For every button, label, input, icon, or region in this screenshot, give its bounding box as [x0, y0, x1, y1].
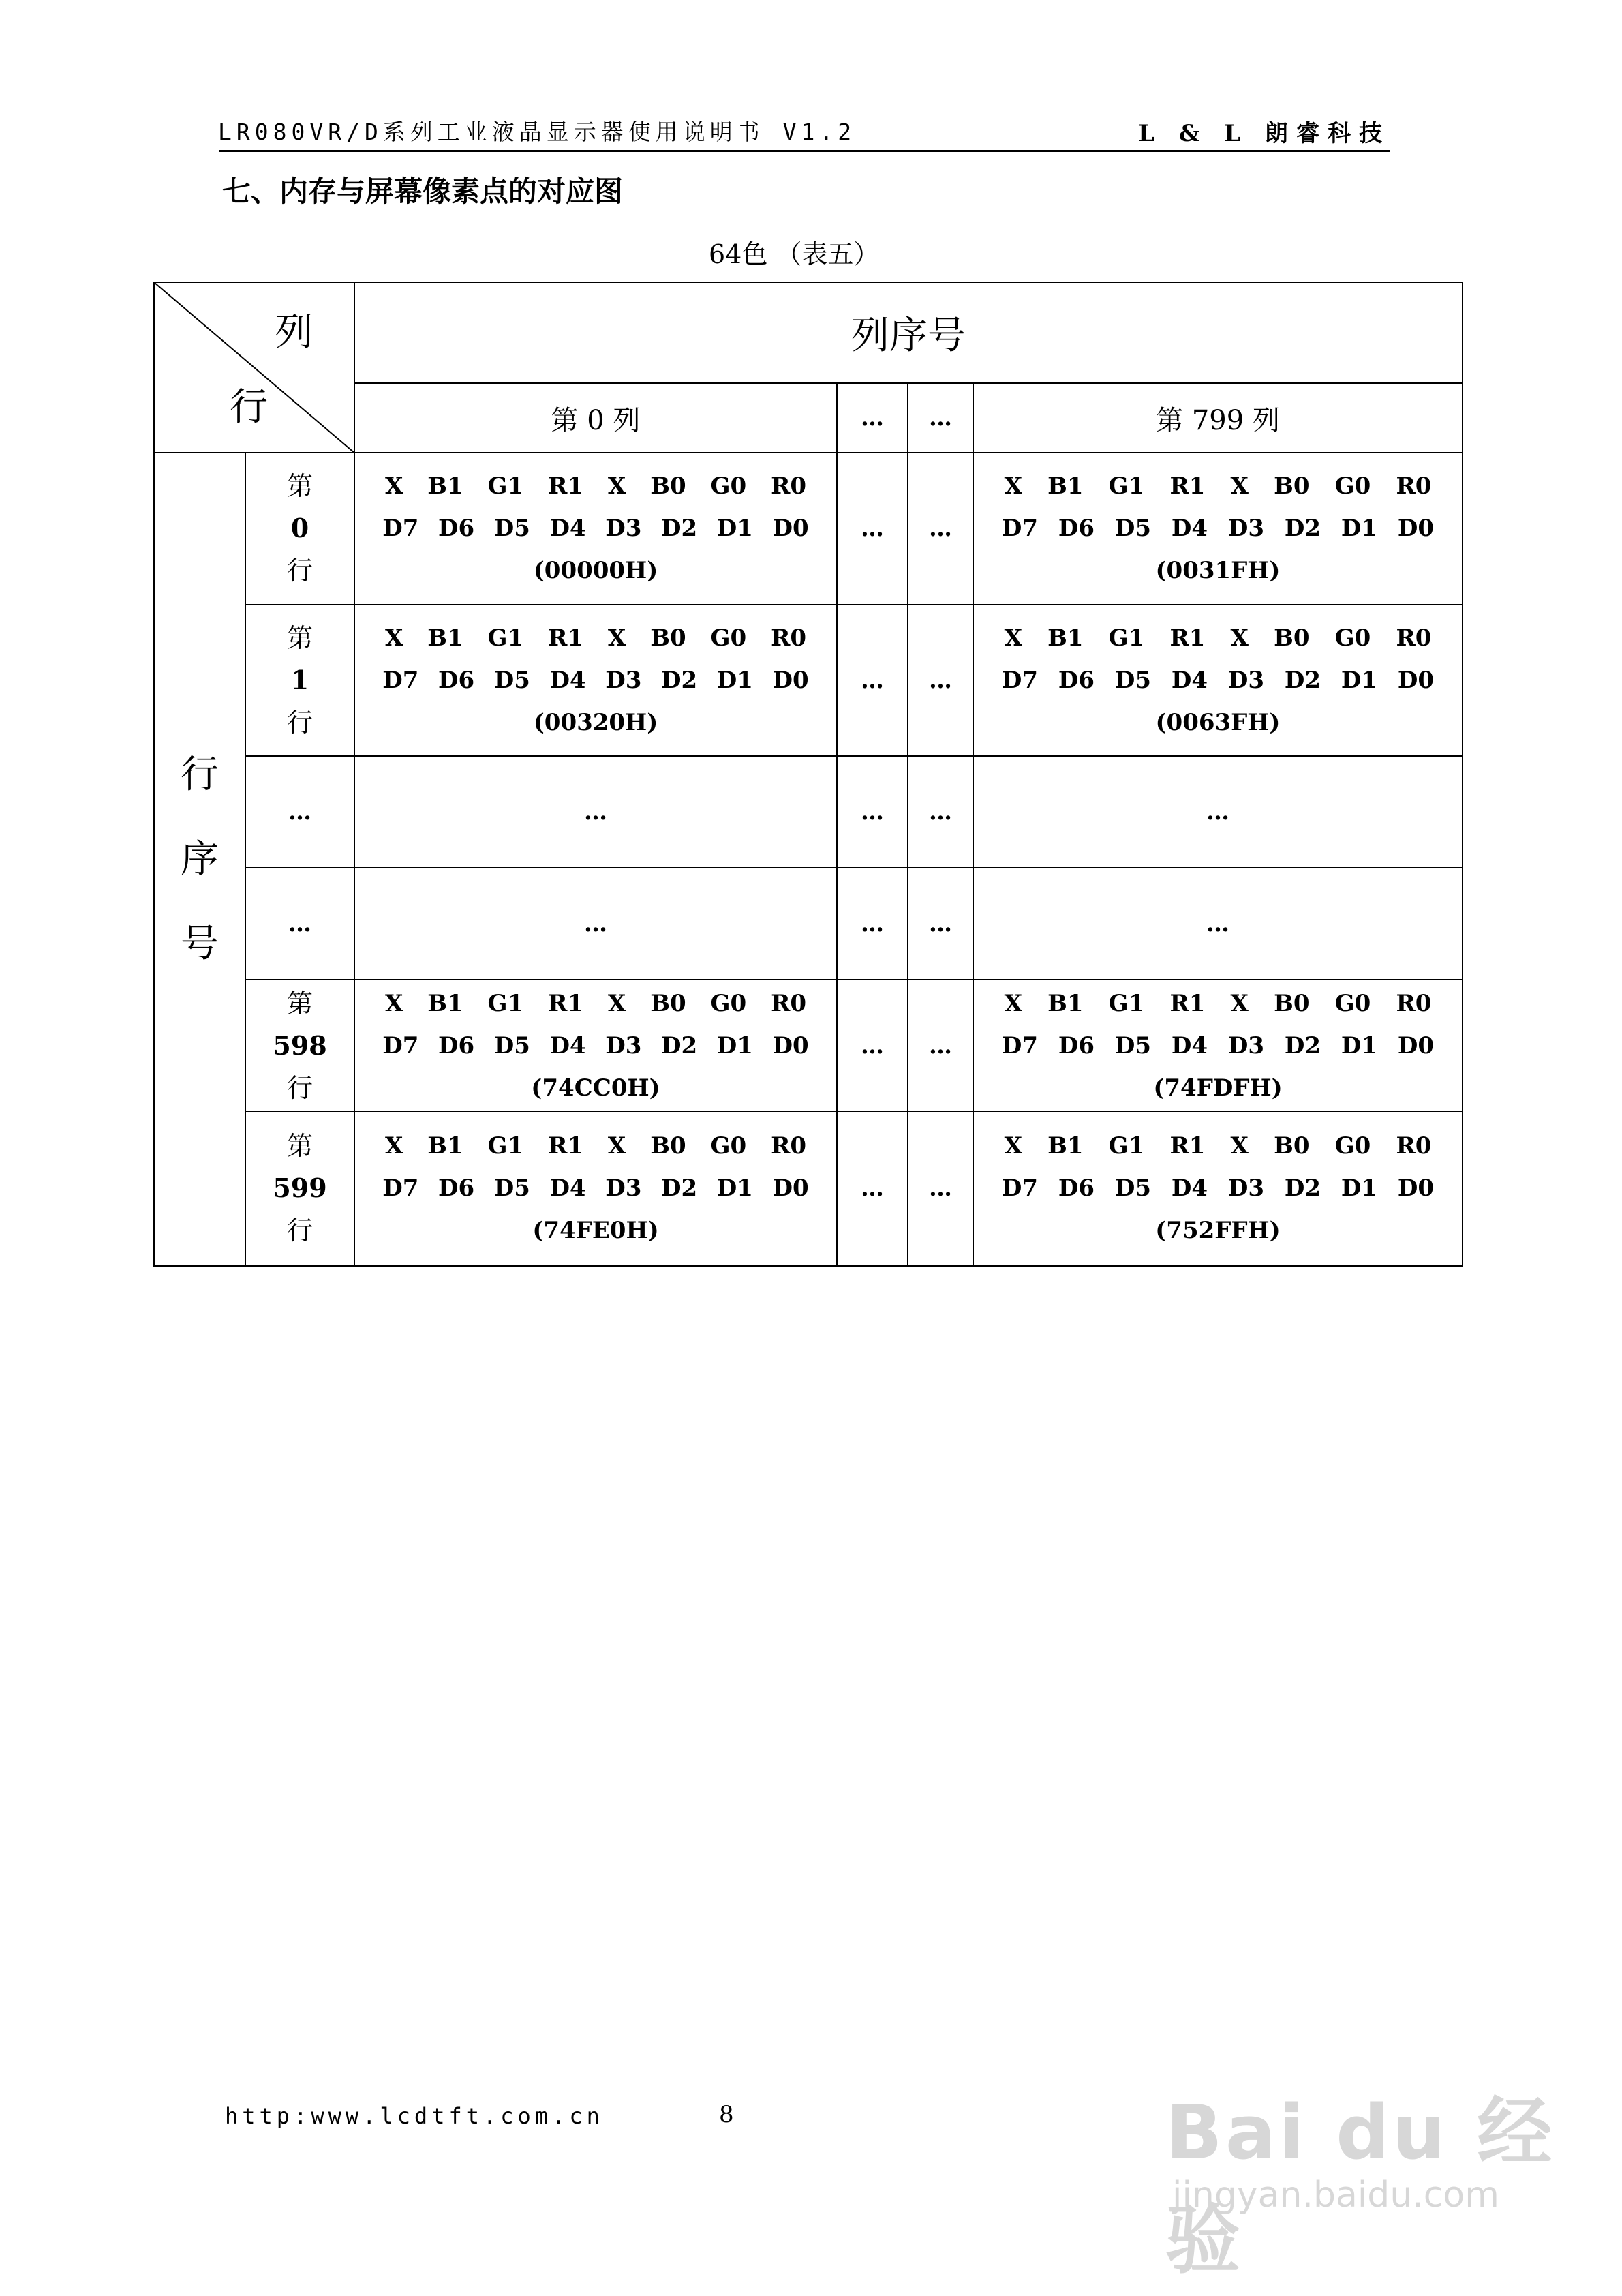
- bit-names: X B1 G1 R1 X B0 G0 R0: [384, 624, 807, 652]
- row-header-char: 号: [181, 921, 219, 966]
- row-label: [245, 980, 354, 1111]
- header-rule: [219, 150, 1390, 152]
- col-last-header: 第 799 列: [973, 383, 1463, 453]
- address: (74FE0H): [532, 1217, 659, 1245]
- row-label-hang: 行: [286, 1072, 313, 1103]
- pixel-cell: [973, 453, 1463, 604]
- dots-cell: …: [837, 605, 908, 756]
- dots-cell: …: [837, 980, 908, 1111]
- corner-cell: [154, 282, 354, 453]
- bit-positions: D7 D6 D5 D4 D3 D2 D1 D0: [1001, 1175, 1435, 1203]
- address: (74CC0H): [531, 1074, 660, 1102]
- dots-cell: …: [354, 868, 837, 980]
- address: (00000H): [533, 557, 658, 585]
- header-doc-title: LR080VR/D系列工业液晶显示器使用说明书 V1.2: [218, 119, 857, 145]
- dots-cell: …: [837, 868, 908, 980]
- bit-names: X B1 G1 R1 X B0 G0 R0: [1004, 624, 1432, 652]
- address: (0031FH): [1155, 557, 1281, 585]
- memory-map-table: [153, 282, 1462, 1267]
- bit-positions: D7 D6 D5 D4 D3 D2 D1 D0: [382, 1175, 809, 1203]
- row-label-di: 第: [286, 988, 313, 1018]
- pixel-cell: [354, 980, 837, 1111]
- dots-cell: …: [908, 868, 973, 980]
- row-label-num: 599: [273, 1173, 327, 1204]
- dots-cell: …: [908, 453, 973, 604]
- bit-positions: D7 D6 D5 D4 D3 D2 D1 D0: [1001, 515, 1435, 543]
- pixel-cell: [973, 980, 1463, 1111]
- baidu-watermark: [1165, 2072, 1622, 2288]
- dots-cell: …: [908, 980, 973, 1111]
- row-label-num: 598: [273, 1029, 327, 1061]
- row-label: [245, 453, 354, 604]
- bit-positions: D7 D6 D5 D4 D3 D2 D1 D0: [382, 515, 809, 543]
- row-label-di: 第: [286, 622, 313, 653]
- bit-names: X B1 G1 R1 X B0 G0 R0: [1004, 989, 1432, 1017]
- address: (752FFH): [1155, 1217, 1281, 1245]
- dots-cell: …: [973, 756, 1463, 868]
- row-label-hang: 行: [286, 556, 313, 586]
- col-dots-header: …: [908, 383, 973, 453]
- bit-names: X B1 G1 R1 X B0 G0 R0: [384, 1132, 807, 1160]
- dots-cell: …: [245, 756, 354, 868]
- bit-positions: D7 D6 D5 D4 D3 D2 D1 D0: [382, 1031, 809, 1059]
- pixel-cell: [354, 605, 837, 756]
- corner-col-label: 列: [275, 310, 313, 354]
- row-label-hang: 行: [286, 1215, 313, 1246]
- row-label-di: 第: [286, 1131, 313, 1162]
- row-label-di: 第: [286, 471, 313, 502]
- dots-cell: …: [245, 868, 354, 980]
- bit-positions: D7 D6 D5 D4 D3 D2 D1 D0: [1001, 666, 1435, 694]
- dots-cell: …: [354, 756, 837, 868]
- dots-cell: …: [837, 756, 908, 868]
- dots-cell: …: [908, 1111, 973, 1266]
- page-number: 8: [719, 2101, 734, 2128]
- dots-cell: …: [908, 756, 973, 868]
- bit-names: X B1 G1 R1 X B0 G0 R0: [384, 989, 807, 1017]
- corner-row-label: 行: [230, 385, 268, 430]
- pixel-cell: [973, 1111, 1463, 1266]
- header-company: L & L 朗睿科技: [1138, 120, 1391, 147]
- col-header: 列序号: [354, 282, 1463, 383]
- address: (00320H): [533, 708, 658, 736]
- row-header-char: 序: [181, 836, 219, 881]
- row-label: [245, 605, 354, 756]
- dots-cell: …: [837, 1111, 908, 1266]
- address: (0063FH): [1155, 708, 1281, 736]
- pixel-cell: [354, 1111, 837, 1266]
- footer-url: http:www.lcdtft.com.cn: [225, 2103, 604, 2129]
- pixel-cell: [973, 605, 1463, 756]
- watermark-url: jingyan.baidu.com: [1172, 2175, 1499, 2216]
- bit-names: X B1 G1 R1 X B0 G0 R0: [384, 472, 807, 500]
- row-header: [154, 453, 245, 1266]
- pixel-cell: [354, 453, 837, 604]
- address: (74FDFH): [1153, 1074, 1283, 1102]
- bit-names: X B1 G1 R1 X B0 G0 R0: [1004, 472, 1432, 500]
- row-label: [245, 1111, 354, 1266]
- row-header-char: 行: [181, 752, 219, 797]
- bit-positions: D7 D6 D5 D4 D3 D2 D1 D0: [1001, 1031, 1435, 1059]
- col-first-header: 第 0 列: [354, 383, 837, 453]
- table-caption: 64色 （表五）: [709, 239, 880, 269]
- col-dots-header: …: [837, 383, 908, 453]
- row-label-num: 1: [290, 664, 309, 695]
- row-label-hang: 行: [286, 707, 313, 738]
- bit-names: X B1 G1 R1 X B0 G0 R0: [1004, 1132, 1432, 1160]
- row-label-num: 0: [290, 513, 309, 544]
- dots-cell: …: [837, 453, 908, 604]
- bit-positions: D7 D6 D5 D4 D3 D2 D1 D0: [382, 666, 809, 694]
- dots-cell: …: [908, 605, 973, 756]
- dots-cell: …: [973, 868, 1463, 980]
- section-title: 七、内存与屏幕像素点的对应图: [222, 175, 624, 208]
- watermark-brand: Bai du 经验: [1165, 2089, 1555, 2284]
